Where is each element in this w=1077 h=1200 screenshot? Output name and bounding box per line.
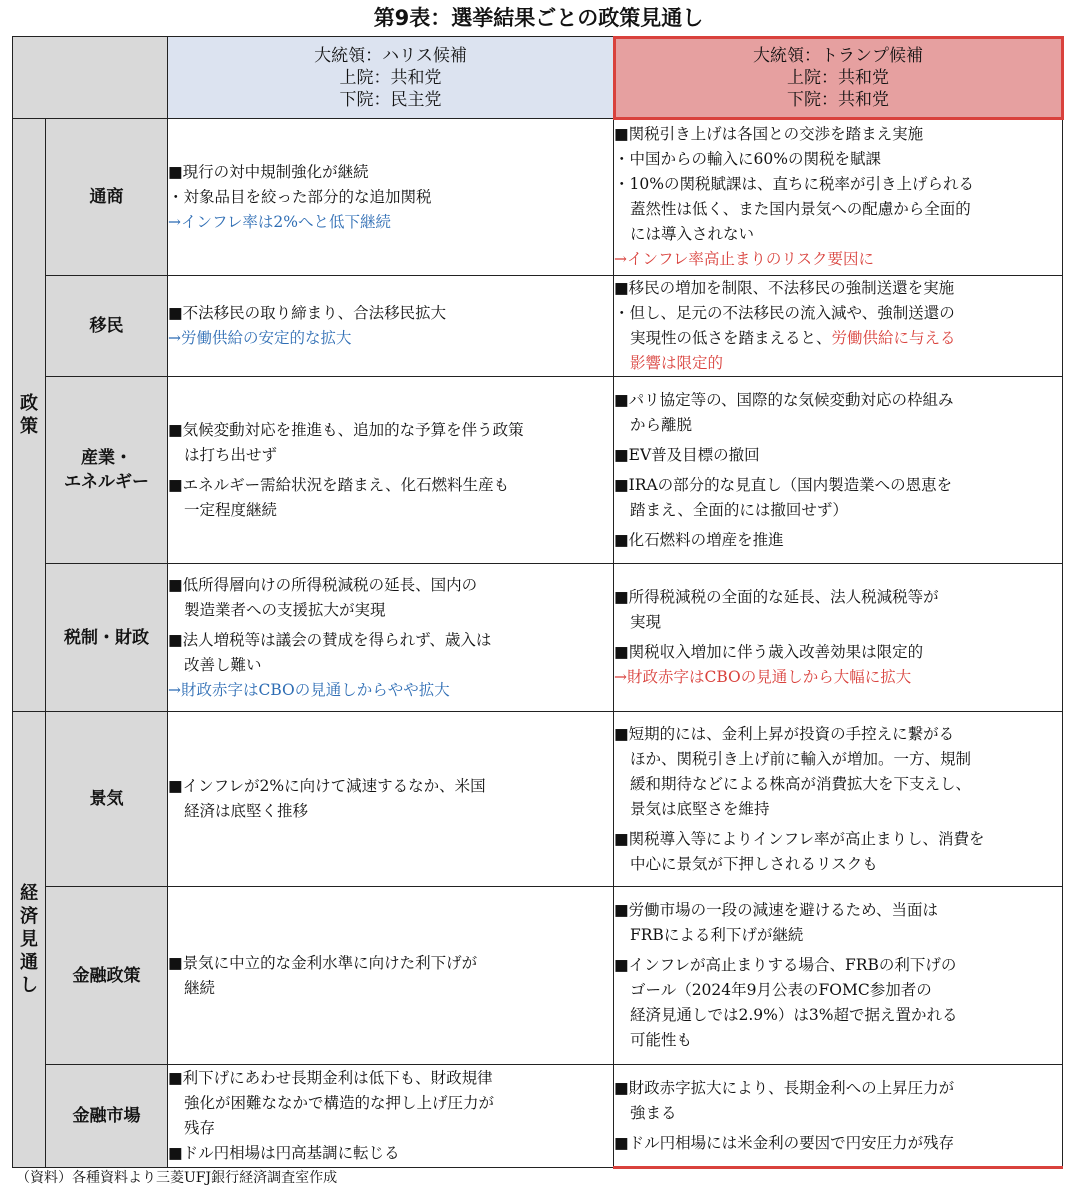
cell-line: ・但し、足元の不法移民の流入減や、強制送還の bbox=[614, 304, 955, 322]
harris-immigration-cell bbox=[168, 276, 614, 377]
trump-tax-cell bbox=[614, 564, 1063, 712]
cell-line-outcome: 影響は限定的 bbox=[630, 354, 724, 372]
cell-line: ■景気に中立的な金利水準に向けた利下げが bbox=[168, 953, 478, 972]
cell-line: ■所得税減税の全面的な延長、法人税減税等が bbox=[614, 588, 939, 606]
cell-line: ■ドル円相場には米金利の要因で円安圧力が残存 bbox=[614, 1133, 955, 1152]
group-label-policy bbox=[13, 119, 46, 712]
row-trade bbox=[13, 119, 1063, 276]
cell-line: 緩和期待などによる株高が消費拡大を下支えし、 bbox=[630, 774, 972, 793]
row-tax-fiscal bbox=[13, 564, 1063, 712]
harris-header-line: 下院：民主党 bbox=[339, 89, 442, 110]
category-label-monetary-policy: 金融政策 bbox=[46, 887, 168, 1065]
policy-outlook-table bbox=[12, 36, 1063, 1169]
cell-line: 継続 bbox=[184, 978, 216, 997]
group-label-char: 通 bbox=[20, 952, 38, 973]
trump-header-line: 下院：共和党 bbox=[787, 89, 889, 110]
table-title: 第9表：選挙結果ごとの政策見通し bbox=[373, 6, 704, 30]
group-label-economic-outlook bbox=[13, 712, 46, 1168]
row-financial-markets bbox=[13, 1065, 1063, 1168]
cell-line: ■労働市場の一段の減速を避けるため、当面は bbox=[614, 901, 939, 919]
cell-line: ■パリ協定等の、国際的な気候変動対応の枠組み bbox=[614, 390, 954, 409]
cell-line: ■インフレが高止まりする場合、FRBの利下げの bbox=[614, 956, 957, 974]
cell-line bbox=[614, 326, 1062, 351]
trump-trade-cell bbox=[614, 119, 1063, 276]
trump-header-line: 大統領：トランプ候補 bbox=[753, 45, 923, 66]
header-corner bbox=[13, 37, 168, 119]
harris-header-line: 上院：共和党 bbox=[339, 67, 442, 88]
cell-line: ■IRAの部分的な見直し（国内製造業への恩恵を bbox=[614, 475, 953, 494]
cell-line: 製造業者への支援拡大が実現 bbox=[184, 600, 386, 619]
trump-industry-cell bbox=[614, 377, 1063, 564]
cell-line: 強まる bbox=[630, 1103, 677, 1122]
cell-line: 中心に景気が下押しされるリスクも bbox=[630, 854, 878, 873]
cell-text: 実現性の低さを踏まえると、 bbox=[630, 329, 832, 347]
cell-line: 残存 bbox=[184, 1119, 216, 1137]
cell-line: ■短期的には、金利上昇が投資の手控えに繋がる bbox=[614, 724, 955, 743]
category-label-economy: 景気 bbox=[46, 712, 168, 887]
category-label-industry-energy bbox=[46, 377, 168, 564]
cell-line: ・10%の関税賦課は、直ちに税率が引き上げられる bbox=[614, 175, 974, 193]
cell-line: ■不法移民の取り締まり、合法移民拡大 bbox=[168, 304, 447, 322]
cell-line: ■利下げにあわせ長期金利は低下も、財政規律 bbox=[168, 1069, 493, 1087]
group-label-char: 策 bbox=[20, 416, 38, 437]
row-economy bbox=[13, 712, 1063, 887]
row-industry-energy bbox=[13, 377, 1063, 564]
harris-industry-cell bbox=[168, 377, 614, 564]
trump-immigration-cell bbox=[614, 276, 1063, 377]
group-label-char: 見 bbox=[20, 929, 38, 950]
trump-economy-cell bbox=[614, 712, 1063, 887]
cell-line: 経済は底堅く推移 bbox=[184, 802, 309, 820]
cell-line: には導入されない bbox=[630, 225, 755, 243]
cell-line: ■EV普及目標の撤回 bbox=[614, 445, 760, 464]
harris-scenario-header bbox=[168, 37, 614, 119]
cell-line: 改善し難い bbox=[184, 655, 262, 674]
category-label-line: 産業・ bbox=[81, 448, 132, 468]
group-label-char: し bbox=[20, 975, 38, 996]
cell-line: 蓋然性は低く、また国内景気への配慮から全面的 bbox=[630, 200, 971, 218]
harris-markets-cell bbox=[168, 1065, 614, 1168]
cell-line: ■インフレが2%に向けて減速するなか、米国 bbox=[168, 777, 486, 795]
cell-line: ■低所得層向けの所得税減税の延長、国内の bbox=[168, 575, 478, 594]
cell-line: ■化石燃料の増産を推進 bbox=[614, 530, 784, 549]
cell-line: 踏まえ、全面的には撤回せず） bbox=[630, 500, 848, 519]
cell-line: FRBによる利下げが継続 bbox=[630, 926, 804, 944]
cell-line: ■関税収入増加に伴う歳入改善効果は限定的 bbox=[614, 643, 924, 661]
cell-line: ■移民の増加を制限、不法移民の強制送還を実施 bbox=[614, 279, 955, 297]
header-row bbox=[13, 37, 1063, 119]
cell-line: ■関税引き上げは各国との交渉を踏まえ実施 bbox=[614, 125, 924, 143]
cell-line: は打ち出せず bbox=[184, 445, 278, 464]
cell-line: ■ドル円相場は円高基調に転じる bbox=[168, 1144, 400, 1162]
trump-monetary-cell bbox=[614, 887, 1063, 1065]
cell-line: 景気は底堅さを維持 bbox=[630, 799, 770, 818]
category-label-financial-markets: 金融市場 bbox=[46, 1065, 168, 1168]
category-label-tax-fiscal: 税制・財政 bbox=[46, 564, 168, 712]
cell-line-outcome: →インフレ率高止まりのリスク要因に bbox=[614, 250, 875, 268]
cell-line-outcome: →労働供給の安定的な拡大 bbox=[168, 329, 352, 347]
cell-line-outcome: →財政赤字はCBOの見通しから大幅に拡大 bbox=[614, 668, 912, 686]
cell-line-outcome: →インフレ率は2%へと低下継続 bbox=[168, 212, 391, 231]
cell-line: から離脱 bbox=[630, 415, 693, 434]
cell-line: ■気候変動対応を推進も、追加的な予算を伴う政策 bbox=[168, 420, 524, 439]
cell-line: ■現行の対中規制強化が継続 bbox=[168, 162, 369, 181]
row-immigration bbox=[13, 276, 1063, 377]
cell-line-outcome: →財政赤字はCBOの見通しからやや拡大 bbox=[168, 680, 450, 699]
cell-line: 経済見通しでは2.9%）は3%超で据え置かれる bbox=[630, 1006, 958, 1024]
row-monetary-policy bbox=[13, 887, 1063, 1065]
cell-line: ・中国からの輸入に60%の関税を賦課 bbox=[614, 150, 881, 168]
trump-scenario-header bbox=[614, 37, 1063, 119]
harris-tax-cell bbox=[168, 564, 614, 712]
trump-markets-cell bbox=[614, 1065, 1063, 1168]
category-label-trade: 通商 bbox=[46, 119, 168, 276]
cell-line: ■財政赤字拡大により、長期金利への上昇圧力が bbox=[614, 1078, 955, 1097]
group-label-char: 済 bbox=[20, 906, 38, 927]
harris-economy-cell bbox=[168, 712, 614, 887]
cell-line: ・対象品目を絞った部分的な追加関税 bbox=[168, 187, 432, 206]
cell-line: 強化が困難ななかで構造的な押し上げ圧力が bbox=[184, 1094, 495, 1112]
cell-line: ほか、関税引き上げ前に輸入が増加。一方、規制 bbox=[630, 749, 972, 768]
cell-text-outcome: 労働供給に与える bbox=[831, 329, 956, 347]
cell-line: ゴール（2024年9月公表のFOMC参加者の bbox=[630, 981, 932, 999]
cell-line: 一定程度継続 bbox=[184, 500, 278, 519]
harris-trade-cell bbox=[168, 119, 614, 276]
category-label-line: エネルギー bbox=[64, 472, 149, 492]
harris-monetary-cell bbox=[168, 887, 614, 1065]
cell-line: ■エネルギー需給状況を踏まえ、化石燃料生産も bbox=[168, 475, 510, 494]
source-note: （資料）各種資料より三菱UFJ銀行経済調査室作成 bbox=[16, 1170, 338, 1186]
trump-header-line: 上院：共和党 bbox=[787, 67, 889, 88]
group-label-char: 経 bbox=[20, 883, 38, 904]
cell-line: 可能性も bbox=[630, 1031, 693, 1049]
group-label-char: 政 bbox=[20, 393, 38, 414]
cell-line: ■法人増税等は議会の賛成を得られず、歳入は bbox=[168, 630, 492, 649]
cell-line: ■関税導入等によりインフレ率が高止まりし、消費を bbox=[614, 829, 985, 848]
harris-header-line: 大統領：ハリス候補 bbox=[314, 45, 467, 66]
cell-line: 実現 bbox=[630, 613, 662, 631]
category-label-immigration: 移民 bbox=[46, 276, 168, 377]
